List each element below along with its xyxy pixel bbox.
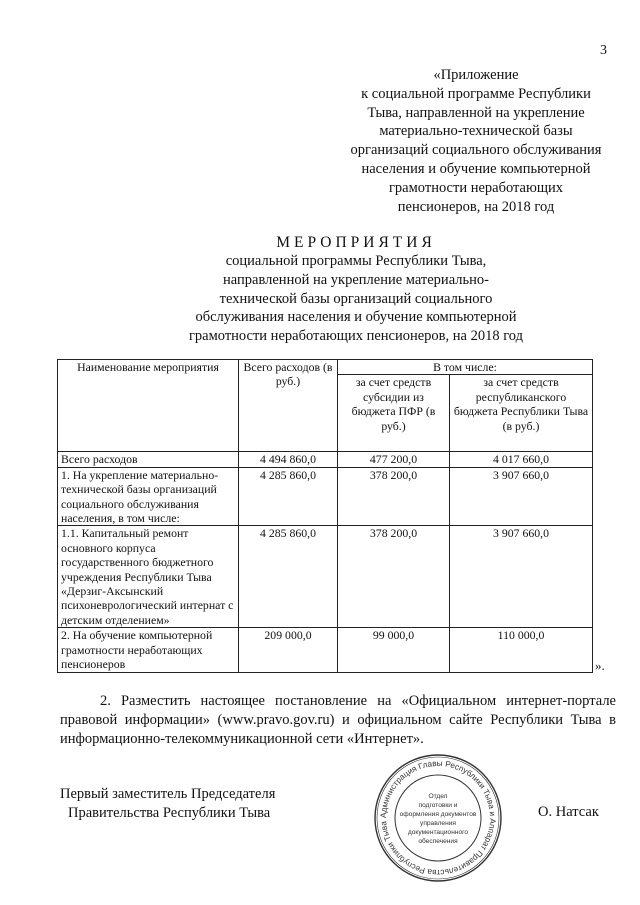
subtitle-line: грамотности неработающих пенсионеров, на 2018 год	[188, 328, 524, 345]
subtitle-line: обслуживания населения и обучение компьютерной	[195, 309, 517, 326]
appendix-line: пенсионеров, на 2018 год	[397, 198, 555, 215]
document-title: МЕРОПРИЯТИЯ	[276, 234, 436, 251]
document-subtitle	[96, 252, 616, 346]
row-name: Всего расходов	[58, 452, 239, 467]
stamp-center-line: управления	[420, 820, 456, 827]
subtitle-line: социальной программы Республики Тыва,	[225, 253, 487, 269]
stamp-inner-ring	[395, 775, 481, 861]
stamp-center-line: обеспечения	[418, 838, 458, 845]
table-row	[58, 628, 593, 672]
signatory-name: О. Натсак	[538, 804, 599, 820]
table-row	[58, 526, 593, 628]
row-name: 1.1. Капитальный ремонт основного корпуса государственного бюджетного учреждения Республики Тыва «Дерзиг-Аксынский психоневрологический интернат с детским отделением»	[58, 526, 239, 628]
row-republic: 3 907 660,0	[450, 526, 593, 628]
subtitle-line: технической базы организаций социального	[219, 290, 493, 307]
stamp-center-line: подготовки и	[418, 802, 458, 809]
header-pfr: за счет средств субсидии из бюджета ПФР (в руб.)	[338, 375, 450, 452]
official-stamp	[372, 752, 504, 884]
measures-table	[57, 359, 593, 673]
row-republic: 110 000,0	[450, 628, 593, 672]
signatory-position	[60, 785, 330, 823]
appendix-line: Тыва, направленной на укрепление	[367, 104, 585, 121]
stamp-ring-text: Администрация Главы Республики Тыва и Аппарат Правительства Республики Тыва	[378, 758, 498, 878]
header-republic: за счет средств республиканского бюджета Республики Тыва (в руб.)	[450, 375, 593, 452]
header-total: Всего расходов (в руб.)	[239, 360, 338, 452]
row-pfr: 99 000,0	[338, 628, 450, 672]
row-total: 4 285 860,0	[239, 526, 338, 628]
row-pfr: 477 200,0	[338, 452, 450, 467]
row-total: 4 285 860,0	[239, 467, 338, 526]
page-number: 3	[600, 43, 607, 58]
appendix-line: материально-технической базы	[379, 123, 573, 140]
appendix-line: «Приложение	[433, 67, 519, 83]
row-total: 4 494 860,0	[239, 452, 338, 467]
position-line: Правительства Республики Тыва	[68, 805, 271, 821]
row-republic: 4 017 660,0	[450, 452, 593, 467]
table-header-row	[58, 360, 593, 375]
table-row	[58, 467, 593, 526]
appendix-line: населения и обучение компьютерной	[361, 160, 591, 177]
stamp-center-line: документационного	[407, 829, 469, 836]
stamp-center-line: оформления документов	[399, 811, 477, 818]
row-name: 1. На укрепление материально-технической базы организаций социального обслуживания населения, в том числе:	[58, 467, 239, 526]
appendix-line: грамотности неработающих	[388, 179, 563, 196]
table-row	[58, 452, 593, 467]
position-line: Первый заместитель Председателя	[60, 786, 276, 802]
stamp-outer-ring	[375, 755, 501, 881]
resolution-paragraph: 2. Разместить настоящее постановление на «Официальном интернет-портале правовой информации» (www.pravo.gov.ru) и официальном сайте Республики Тыва в информационно-телекоммуникационной сети «Интернет».	[60, 693, 616, 747]
row-total: 209 000,0	[239, 628, 338, 672]
header-including: В том числе:	[338, 360, 593, 375]
row-name: 2. На обучение компьютерной грамотности неработающих пенсионеров	[58, 628, 239, 672]
appendix-line: к социальной программе Республики	[361, 85, 591, 102]
closing-quote: ».	[595, 658, 605, 673]
appendix-header	[338, 66, 614, 216]
row-pfr: 378 200,0	[338, 467, 450, 526]
header-name: Наименование мероприятия	[58, 360, 239, 452]
stamp-center-line: Отдел	[428, 793, 448, 800]
subtitle-line: направленной на укрепление материально-	[223, 271, 489, 288]
appendix-line: организаций социального обслуживания	[350, 142, 602, 159]
row-pfr: 378 200,0	[338, 526, 450, 628]
row-republic: 3 907 660,0	[450, 467, 593, 526]
